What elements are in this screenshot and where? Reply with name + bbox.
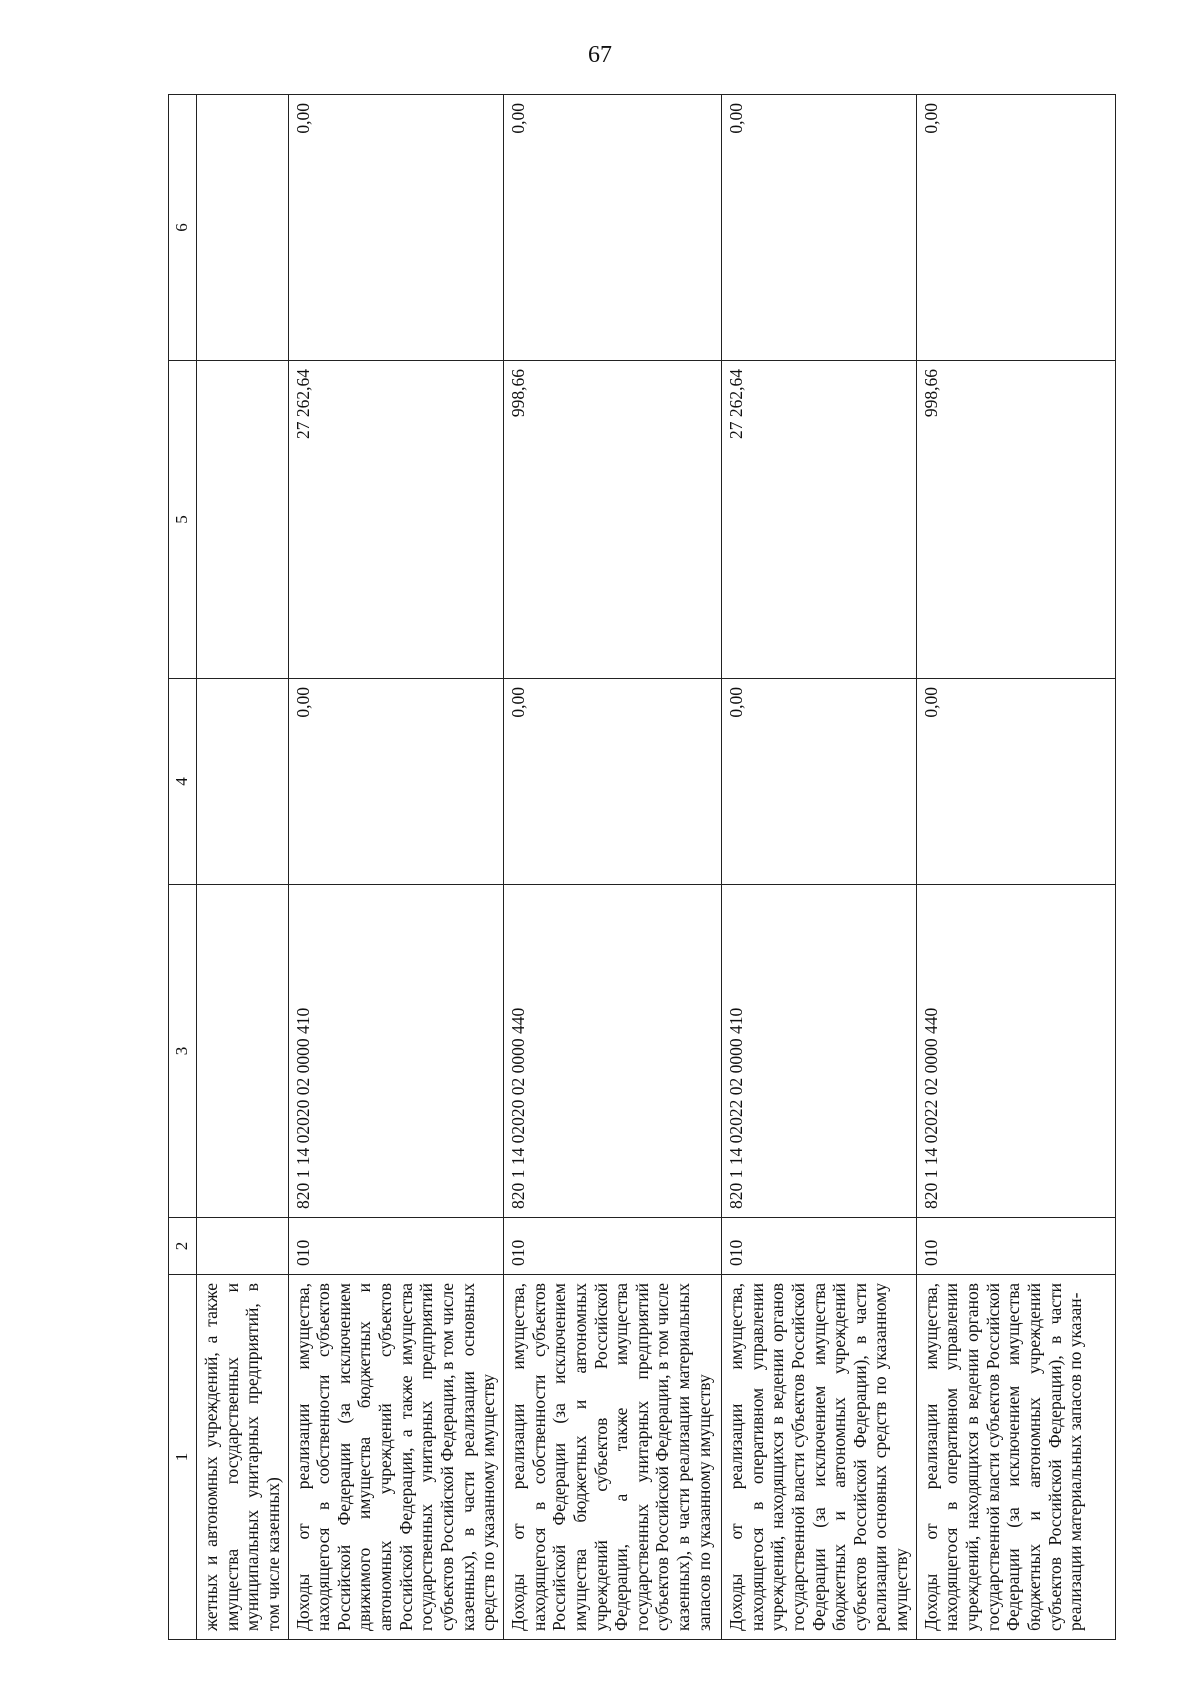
row-description: Доходы от реализации имущества, находящегося в собственности субъектов Российской Федерации (за исключением имущества бюджетных и автономных учреждений субъектов Российской Федерации, а также имущества государственных унитарных предприятий субъектов Российской Федерации, в том числе казенных), в части реализации материальных запасов по указанному имуществу bbox=[503, 1275, 721, 1640]
table-row bbox=[197, 95, 289, 1640]
row-description: Доходы от реализации имущества, находящегося в собственности субъектов Российской Федерации (за исключением движимого имущества бюджетных и автономных учреждений субъектов Российской Федерации, а также имущества государственных унитарных предприятий субъектов Российской Федерации, в том числе казенных), в части реализации основных средств по указанному имуществу bbox=[288, 1275, 503, 1640]
row-col6-value: 0,00 bbox=[288, 95, 503, 361]
column-header: 2 bbox=[169, 1218, 197, 1275]
row-line-code bbox=[197, 1218, 289, 1275]
row-line-code: 010 bbox=[503, 1218, 721, 1275]
rotated-table-frame bbox=[168, 95, 1108, 1640]
row-col5-value bbox=[197, 361, 289, 679]
column-header: 5 bbox=[169, 361, 197, 679]
table-row bbox=[916, 95, 1115, 1640]
row-classification-code: 820 1 14 02020 02 0000 440 bbox=[503, 885, 721, 1218]
revenue-table bbox=[168, 94, 1116, 1640]
row-description: жетных и автономных учреждений, а также имущества государственных и муниципальных унитарных предприятий, в том числе казенных) bbox=[197, 1275, 289, 1640]
page-number: 67 bbox=[588, 42, 612, 68]
row-col5-value: 27 262,64 bbox=[288, 361, 503, 679]
table-row bbox=[503, 95, 721, 1640]
row-col6-value bbox=[197, 95, 289, 361]
column-header: 3 bbox=[169, 885, 197, 1218]
column-header: 1 bbox=[169, 1275, 197, 1640]
row-col6-value: 0,00 bbox=[503, 95, 721, 361]
row-description: Доходы от реализации имущества, находящегося в оперативном управлении учреждений, находящихся в ведении органов государственной власти субъектов Российской Федерации (за исключением имущества бюджетных и автономных учреждений субъектов Российской Федерации), в части реализации основных средств по указанному имуществу bbox=[721, 1275, 916, 1640]
row-classification-code bbox=[197, 885, 289, 1218]
row-col4-value: 0,00 bbox=[503, 679, 721, 885]
row-col4-value: 0,00 bbox=[288, 679, 503, 885]
row-col6-value: 0,00 bbox=[721, 95, 916, 361]
row-col5-value: 998,66 bbox=[916, 361, 1115, 679]
row-col4-value: 0,00 bbox=[721, 679, 916, 885]
table-row bbox=[288, 95, 503, 1640]
column-header: 4 bbox=[169, 679, 197, 885]
table-header-row bbox=[169, 95, 197, 1640]
row-col4-value: 0,00 bbox=[916, 679, 1115, 885]
row-classification-code: 820 1 14 02022 02 0000 410 bbox=[721, 885, 916, 1218]
row-line-code: 010 bbox=[916, 1218, 1115, 1275]
column-header: 6 bbox=[169, 95, 197, 361]
row-line-code: 010 bbox=[721, 1218, 916, 1275]
table-row bbox=[721, 95, 916, 1640]
row-classification-code: 820 1 14 02020 02 0000 410 bbox=[288, 885, 503, 1218]
row-col6-value: 0,00 bbox=[916, 95, 1115, 361]
row-col5-value: 27 262,64 bbox=[721, 361, 916, 679]
row-line-code: 010 bbox=[288, 1218, 503, 1275]
row-classification-code: 820 1 14 02022 02 0000 440 bbox=[916, 885, 1115, 1218]
rotated-table-area bbox=[168, 95, 1108, 1640]
row-description: Доходы от реализации имущества, находящегося в оперативном управлении учреждений, находящихся в ведении органов государственной власти субъектов Российской Федерации (за исключением имущества бюджетных и автономных учреждений субъектов Российской Федерации), в части реализации материальных запасов по указан- bbox=[916, 1275, 1115, 1640]
row-col4-value bbox=[197, 679, 289, 885]
row-col5-value: 998,66 bbox=[503, 361, 721, 679]
